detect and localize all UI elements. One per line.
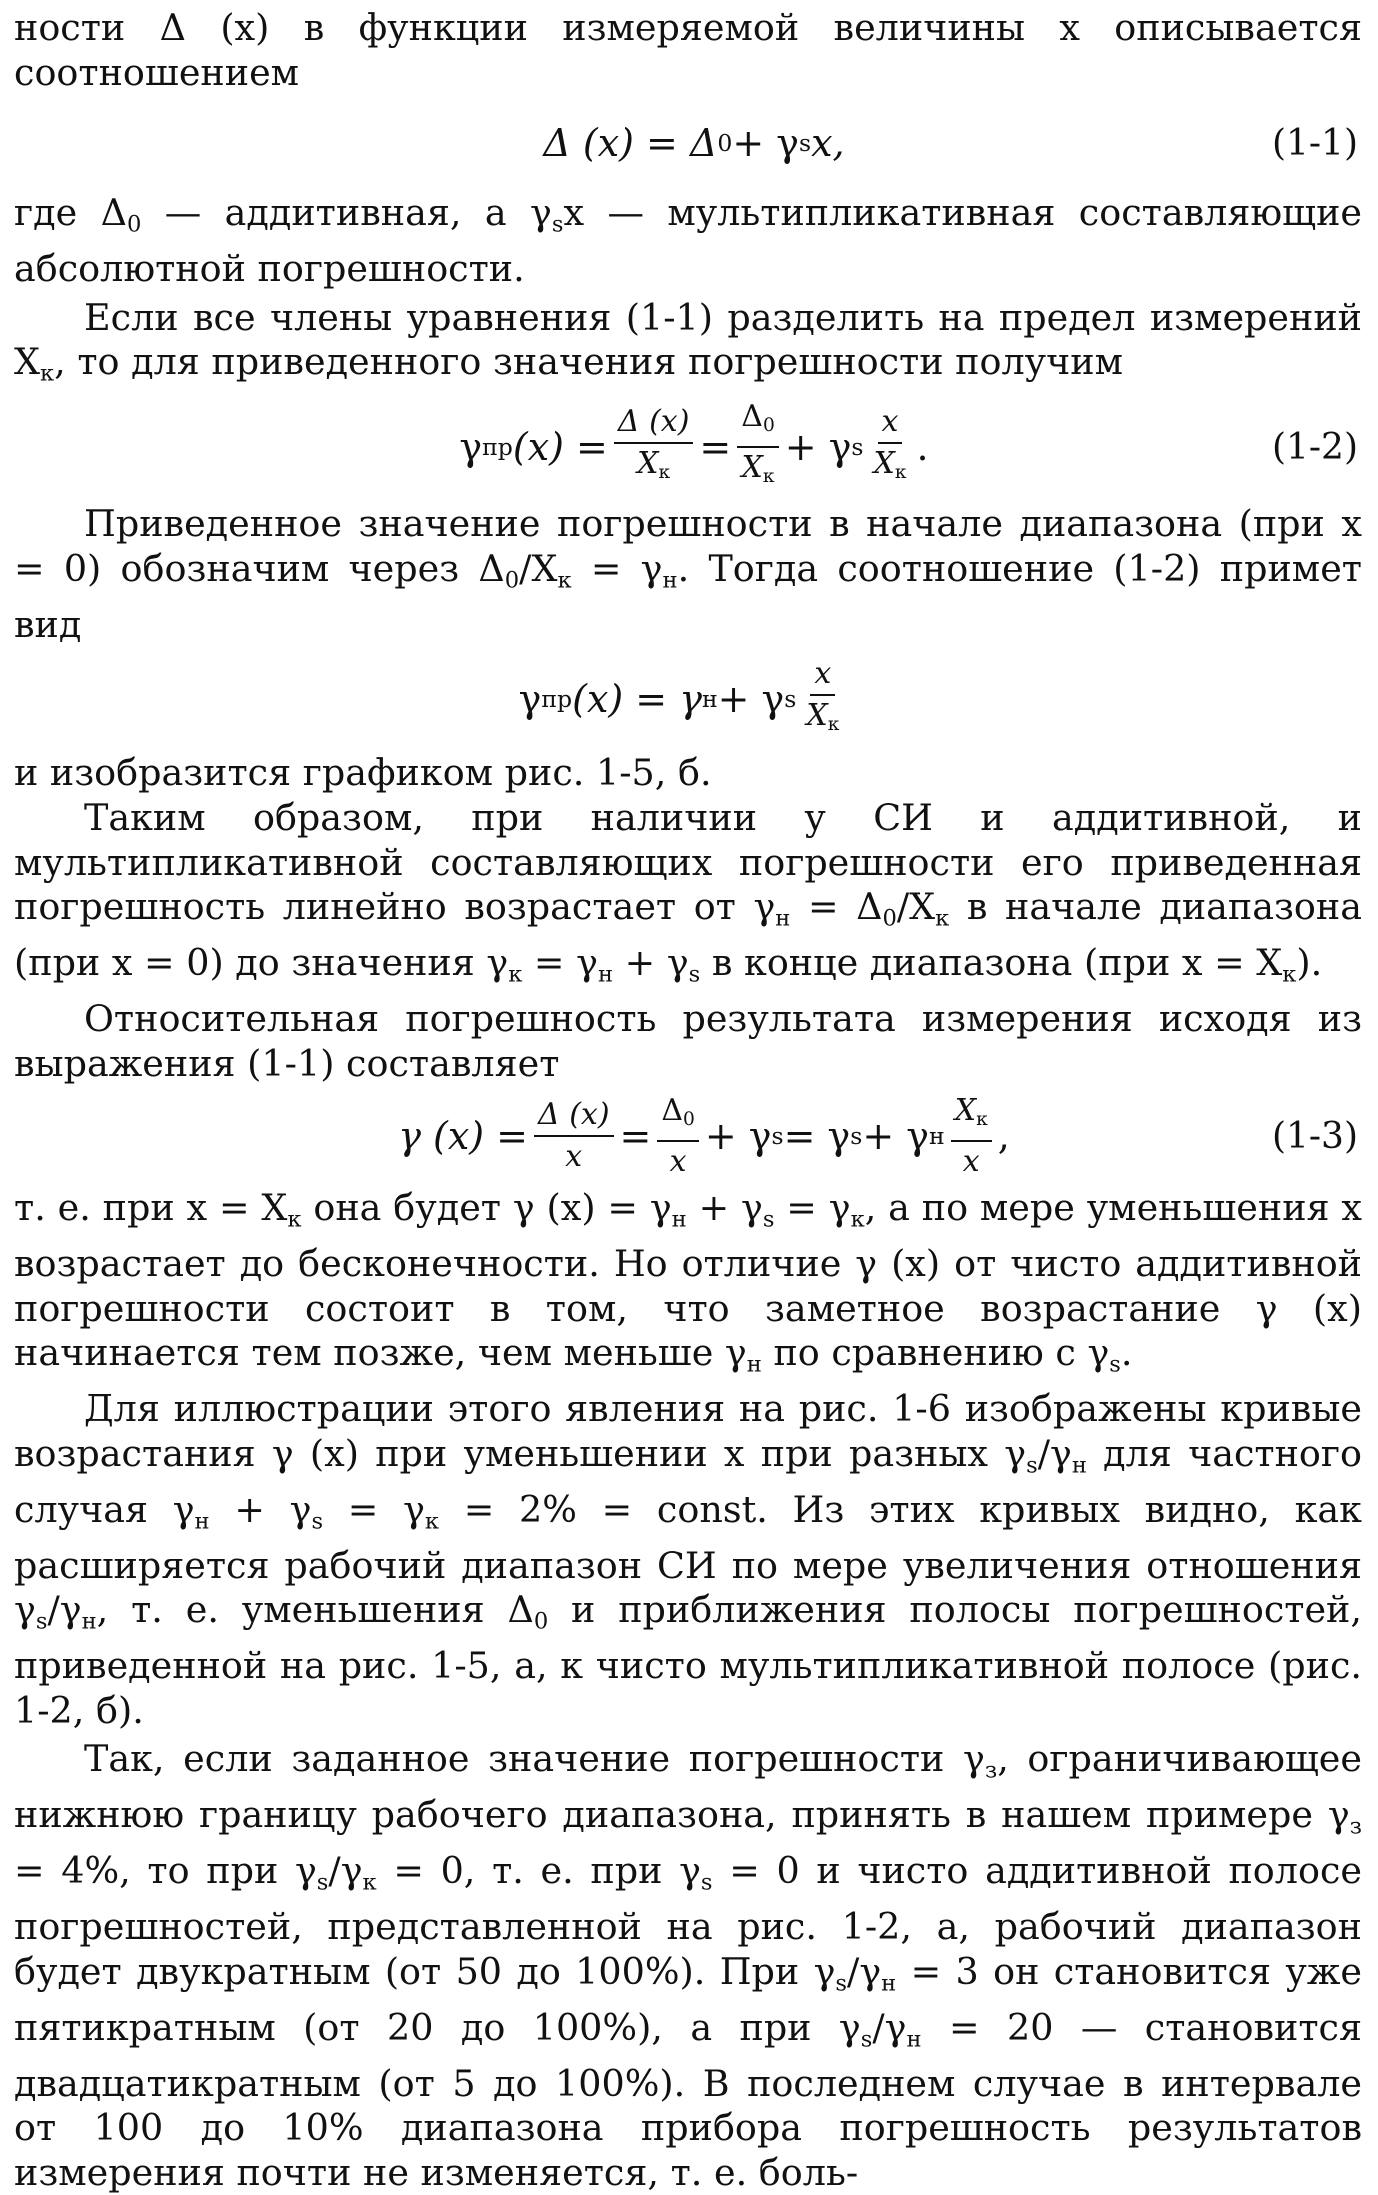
subscript: з [1349, 1813, 1362, 1840]
eq-term: Δ [661, 1092, 684, 1128]
subscript: s [35, 1608, 48, 1635]
text-run: Приведенное значение погрешности в начале диапазона (при x = 0) обозначим через Δ [14, 502, 1362, 590]
eq-term: . [916, 425, 929, 470]
subscript: н [671, 1206, 687, 1233]
text-run: = 3 он становится уже пятикратным (от 20 до 100%), а при γ [14, 1949, 1362, 2049]
subscript: к [762, 466, 775, 488]
subscript: к [827, 713, 840, 735]
subscript: 0 [683, 1108, 695, 1130]
equation-1-3 [14, 1086, 1362, 1186]
subscript: 0 [533, 1608, 549, 1635]
subscript: з [984, 1757, 998, 1784]
text-run: Для иллюстрации этого явления на рис. 1-6 изображены кривые возрастания γ (x) при уменьшении x при разных γ [14, 1387, 1362, 1475]
fraction [802, 656, 843, 743]
numerator [951, 1093, 992, 1142]
text-run: в начале диапазона (при x = 0) до значения γ [14, 885, 1362, 985]
text-run: /γ [328, 1849, 363, 1893]
text-run: x — мультипликативная составляющие абсолютной погрешности. [14, 191, 1362, 291]
subscript: s [551, 211, 564, 238]
eq-term: + γ [704, 1114, 772, 1159]
eq-term: X [954, 1092, 977, 1128]
paragraph-beginning [14, 502, 1362, 647]
text-run: + γ [686, 1186, 763, 1230]
paragraph-divide [14, 296, 1362, 397]
subscript: к [40, 360, 55, 387]
paragraph-summary [14, 796, 1362, 997]
subscript: s [700, 1869, 713, 1896]
eq-term: X [873, 445, 895, 481]
equation-reduced [14, 647, 1362, 751]
numerator [657, 1093, 699, 1142]
eq-term: = γ [783, 1114, 851, 1159]
paragraph-graph-ref [14, 751, 1362, 796]
numerator: x [810, 656, 835, 696]
text-run: , ограничивающее нижнюю границу рабочего диапазона, принять в нашем примере γ [14, 1737, 1362, 1837]
subscript: к [850, 1206, 865, 1233]
subscript: s [1026, 1452, 1038, 1479]
paragraph-relative [14, 997, 1362, 1086]
subscript: s [316, 1869, 329, 1896]
text-run: + γ [613, 941, 689, 985]
paragraph-example [14, 1737, 1362, 2195]
subscript: к [1282, 961, 1297, 988]
subscript: 0 [762, 415, 775, 437]
equation-number: (1-3) [1271, 1115, 1358, 1157]
eq-term: + γ [784, 425, 852, 470]
subscript: к [557, 567, 572, 594]
eq-term: + γ [717, 677, 785, 722]
text-run: = 4%, то при γ [14, 1849, 317, 1893]
eq-term: γ [459, 425, 483, 470]
text-run: , а по мере уменьшения x возрастает до бесконечности. Но отличие γ (x) от чисто аддитивной погрешности состоит в том, что заметное возрастание γ (x) начинается тем позже, чем меньше γ [14, 1186, 1363, 1375]
numerator [737, 399, 779, 448]
subscript: н [662, 567, 678, 594]
subscript: s [860, 2025, 873, 2052]
text-run: /γ [847, 1949, 882, 1993]
subscript: н [81, 1608, 97, 1635]
subscript: н [194, 1508, 210, 1535]
text-run: — аддитивная, а γ [141, 191, 552, 235]
fraction [657, 1093, 699, 1180]
denominator [802, 696, 843, 743]
equation-1-2-formula [344, 396, 1044, 498]
subscript: пр [482, 433, 513, 462]
text-run: по сравнению с γ [761, 1331, 1110, 1375]
numerator: x [878, 404, 903, 444]
text-run: /γ [1037, 1431, 1072, 1475]
equation-reduced-formula [404, 647, 964, 751]
text-run: /γ [47, 1588, 82, 1632]
subscript: н [1071, 1452, 1087, 1479]
subscript: к [935, 905, 950, 932]
subscript: s [851, 433, 864, 462]
equation-number: (1-1) [1271, 122, 1358, 164]
subscript: н [881, 1970, 897, 1996]
subscript: 0 [504, 567, 520, 594]
text-run: = 20 — становится двадцатикратным (от 5 до 100%). В последнем случае в интервале от 100 до 10% диапазона прибора погрешность результатов измерения почти не изменяется, т. е. боль- [14, 2005, 1362, 2194]
equation-1-3-formula [274, 1086, 1134, 1186]
text-run: /X [896, 885, 936, 929]
fraction [614, 404, 694, 491]
text-run: Если все члены уравнения (1-1) разделить на предел измерений X [14, 295, 1362, 384]
denominator: x [669, 1143, 687, 1179]
equation-1-1-formula [434, 95, 954, 191]
text-run: Относительная погрешность результата измерения исходя из выражения (1-1) составляет [14, 996, 1362, 1085]
text-run: и изобразится графиком рис. 1-5, б. [14, 751, 712, 795]
text-run: Таким образом, при наличии у СИ и аддитивной, и мультипликативной составляющих погрешности его приведенная погрешность линейно возрастает от γ [14, 795, 1362, 929]
eq-term: (x) = [512, 425, 608, 470]
text-run: ). [1296, 941, 1323, 985]
denominator [738, 448, 779, 495]
text-run: = γ [522, 941, 598, 985]
denominator: x [962, 1143, 980, 1179]
text-run: = Δ [790, 885, 883, 929]
text-run: в конце диапазона (при x = X [700, 941, 1283, 985]
eq-term: X [741, 450, 763, 486]
subscript: s [835, 1970, 848, 1996]
text-run: где Δ [14, 191, 127, 235]
subscript: 0 [882, 905, 897, 932]
text-run: , т. е. уменьшения Δ [96, 1588, 534, 1632]
text-run: Так, если заданное значение погрешности γ [84, 1737, 985, 1781]
subscript: н [746, 1351, 762, 1378]
subscript: н [929, 1122, 945, 1151]
text-run: = 0 и чисто аддитивной полосе погрешностей, представленной на рис. 1-2, а, рабочий диапазон будет двукратным (от 50 до 100%). При γ [14, 1849, 1362, 1993]
numerator: Δ (x) [614, 404, 694, 444]
text-run: /γ [872, 2005, 907, 2049]
text-run: = γ [571, 546, 663, 590]
eq-term: Δ (x) = Δ [543, 121, 718, 166]
subscript: s [771, 1122, 784, 1151]
paragraph-infinity [14, 1186, 1362, 1387]
eq-term: γ [518, 677, 542, 722]
text-run: ности Δ (x) в функции измеряемой величины x описывается соотношением [14, 6, 1362, 94]
text-run: для частного случая γ [14, 1431, 1363, 1531]
subscript: s [1109, 1351, 1121, 1378]
paragraph-additive [14, 191, 1362, 292]
denominator: x [565, 1139, 583, 1175]
fraction [951, 1093, 992, 1180]
subscript: к [894, 461, 907, 483]
subscript: s [784, 685, 797, 714]
eq-term: + γ [732, 121, 800, 166]
subscript: 0 [717, 129, 733, 158]
subscript: к [362, 1869, 377, 1896]
eq-term: x, [811, 121, 845, 166]
text-run: = γ [774, 1186, 851, 1230]
numerator: Δ (x) [534, 1097, 614, 1137]
text-run: . Тогда соотношение (1-2) примет вид [14, 546, 1362, 646]
denominator [633, 444, 674, 491]
subscript: 0 [126, 211, 142, 238]
equation-1-2 [14, 396, 1362, 498]
paragraph-intro [14, 6, 1362, 95]
subscript: пр [541, 685, 573, 714]
subscript: s [850, 1122, 863, 1151]
subscript: к [287, 1206, 302, 1233]
eq-term: Δ [741, 399, 763, 435]
subscript: к [424, 1508, 440, 1535]
fraction [737, 399, 779, 495]
subscript: s [762, 1206, 775, 1233]
eq-term: , [997, 1114, 1010, 1159]
text-run: она будет γ (x) = γ [301, 1186, 672, 1230]
subscript: s [799, 129, 812, 158]
eq-term: X [806, 697, 828, 733]
text-run: = 2% = const. Из этих кривых видно, как расширяется рабочий диапазон СИ по мере увеличения отношения γ [14, 1487, 1362, 1632]
text-run: и приближения полосы погрешностей, приведенной на рис. 1-5, а, к чисто мультипликативной полосе (рис. 1-2, б). [14, 1588, 1362, 1732]
eq-term: = [699, 425, 732, 470]
subscript: н [906, 2025, 922, 2052]
subscript: к [976, 1108, 988, 1130]
denominator [870, 444, 911, 491]
text-run: т. е. при x = X [14, 1186, 288, 1230]
text-run: . [1120, 1331, 1133, 1375]
subscript: н [701, 685, 718, 714]
eq-term: X [637, 445, 659, 481]
subscript: к [658, 461, 671, 483]
eq-term: + γ [862, 1114, 929, 1159]
text-run: , то для приведенного значения погрешности получим [54, 340, 1123, 384]
text-run: = γ [323, 1487, 425, 1531]
eq-term: γ (x) = [398, 1114, 528, 1159]
subscript: s [688, 961, 701, 988]
subscript: s [311, 1508, 324, 1535]
text-run: /X [519, 546, 558, 590]
paragraph-illustration [14, 1387, 1362, 1733]
text-run: = 0, т. е. при γ [376, 1849, 701, 1893]
equation-number: (1-2) [1271, 426, 1358, 468]
eq-term: = [619, 1114, 652, 1159]
subscript: н [597, 961, 614, 988]
eq-term: (x) = γ [572, 677, 702, 722]
fraction [870, 404, 911, 491]
subscript: н [775, 905, 791, 932]
fraction [534, 1097, 614, 1175]
equation-1-1 [14, 95, 1362, 191]
subscript: к [508, 961, 523, 988]
text-run: + γ [209, 1487, 312, 1531]
